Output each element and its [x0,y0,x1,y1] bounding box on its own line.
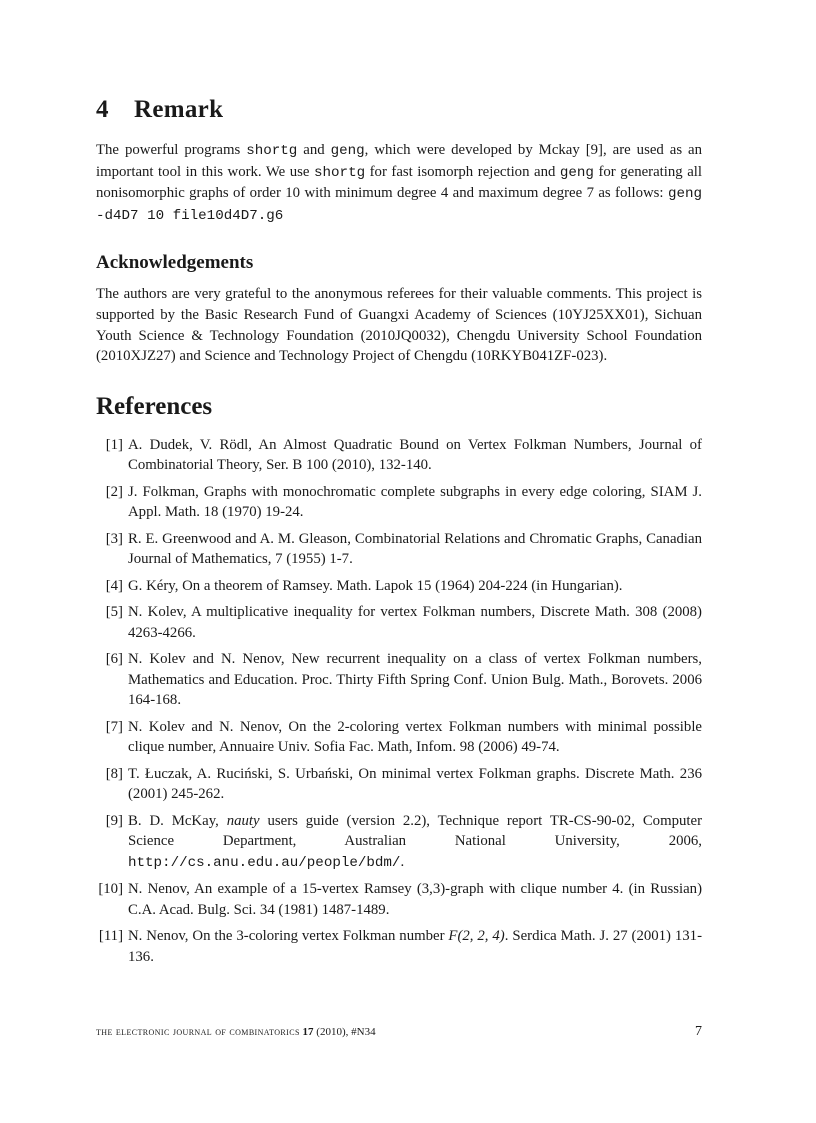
remark-text: , which were developed by Mckay [9], are used as an important tool in this work. We use [96,142,703,180]
journal-name: the electronic journal of combinatorics [96,1026,300,1038]
reference-text: A. Dudek, V. Rödl, An Almost Quadratic Bound on Vertex Folkman Numbers, Journal of Combinatorial Theory, Ser. B 100 (2010), 132-140. [128,436,702,474]
reference-item [96,576,702,597]
reference-item [96,879,702,920]
reference-item [96,926,702,967]
math-expression: F(2, 2, 4) [448,928,505,945]
journal-issue: (2010), #N34 [316,1026,376,1038]
reference-item [96,649,702,711]
remark-text: and [297,142,331,158]
page-footer [96,1024,702,1040]
reference-url-link[interactable]: http://cs.anu.edu.au/people/bdm/ [128,854,401,871]
remark-text: for generating all nonisomorphic graphs of order 10 with minimum degree 4 and maximum degree 7 as follows: [96,163,703,202]
reference-item [96,602,702,643]
reference-text: . Serdica Math. J. 27 (2001) 131-136. [128,928,703,965]
reference-item [96,811,702,874]
code-command: geng -d4D7 10 file10d4D7.g6 [96,186,702,224]
section-number: 4 [96,96,109,123]
journal-volume: 17 [302,1026,314,1038]
remark-paragraph [96,140,702,226]
reference-label: [2] [105,483,123,500]
page-content [96,96,702,973]
reference-text: N. Nenov, On the 3-coloring vertex Folkman number [128,928,449,945]
reference-label: [7] [105,718,123,735]
reference-text: N. Nenov, An example of a 15-vertex Ramsey (3,3)-graph with clique number 4. (in Russian) C.A. Acad. Bulg. Sci. 34 (1981) 1487-1489. [128,881,702,918]
acknowledgements-heading: Acknowledgements [96,252,254,274]
reference-item [96,435,702,476]
reference-text: N. Kolev and N. Nenov, On the 2-coloring vertex Folkman numbers with minimal possible clique number, Annuaire Univ. Sofia Fac. Math, Infom. 98 (2006) 49-74. [128,718,702,756]
reference-item [96,717,702,758]
code-geng: geng [559,164,594,181]
reference-text: T. Łuczak, A. Ruciński, S. Urbański, On minimal vertex Folkman graphs. Discrete Math. 236 (2001) 245-262. [128,765,702,803]
journal-citation [96,1026,376,1038]
reference-label: [10] [98,881,123,898]
reference-text: G. Kéry, On a theorem of Ramsey. Math. Lapok 15 (1964) 204-224 (in Hungarian). [128,577,623,594]
reference-label: [8] [105,765,123,782]
reference-text: J. Folkman, Graphs with monochromatic complete subgraphs in every edge coloring, SIAM J. Appl. Math. 18 (1970) 19-24. [128,483,702,521]
reference-text: R. E. Greenwood and A. M. Gleason, Combinatorial Relations and Chromatic Graphs, Canadian Journal of Mathematics, 7 (1955) 1-7. [128,530,702,568]
reference-label: [1] [105,436,123,453]
reference-list [96,435,702,968]
reference-label: [6] [105,651,123,668]
section-title: Remark [134,96,224,123]
references-heading: References [96,392,213,420]
code-geng: geng [330,143,365,159]
reference-item [96,482,702,523]
reference-item [96,529,702,570]
reference-label: [11] [98,928,123,945]
remark-text: The powerful programs [96,142,247,158]
reference-text: users guide (version 2.2), Technique report TR-CS-90-02, Computer Science Department, Australian National University, 2006, [128,812,702,850]
code-shortg: shortg [246,143,298,159]
reference-text: N. Kolev and N. Nenov, New recurrent inequality on a class of vertex Folkman numbers, Mathematics and Education. Proc. Thirty Fifth Spring Conf. Union Bulg. Math., Borovets. 2006 164-168. [128,651,702,709]
section-heading [96,96,702,124]
reference-text: . [400,853,405,870]
code-shortg: shortg [314,164,366,181]
reference-label: [3] [105,530,123,547]
reference-item [96,764,702,805]
reference-italic-title: nauty [226,812,260,829]
reference-text: N. Kolev, A multiplicative inequality for vertex Folkman numbers, Discrete Math. 308 (2008) 4263-4266. [128,604,702,641]
acknowledgements-paragraph: The authors are very grateful to the anonymous referees for their valuable comments. This project is supported by the Basic Research Fund of Guangxi Academy of Sciences (10YJ25XX01), Sichuan Youth Science & Technology Foundation (2010JQ0032), Chengdu University School Foundation (2010XJZ27) and Science and Technology Project of Chengdu (10RKYB041ZF-023). [96,286,702,365]
page-number: 7 [695,1024,702,1039]
reference-label: [4] [105,577,123,594]
reference-label: [9] [105,812,123,829]
remark-text: for fast isomorph rejection and [365,163,560,180]
reference-label: [5] [105,604,123,621]
reference-text: B. D. McKay, [128,812,227,829]
